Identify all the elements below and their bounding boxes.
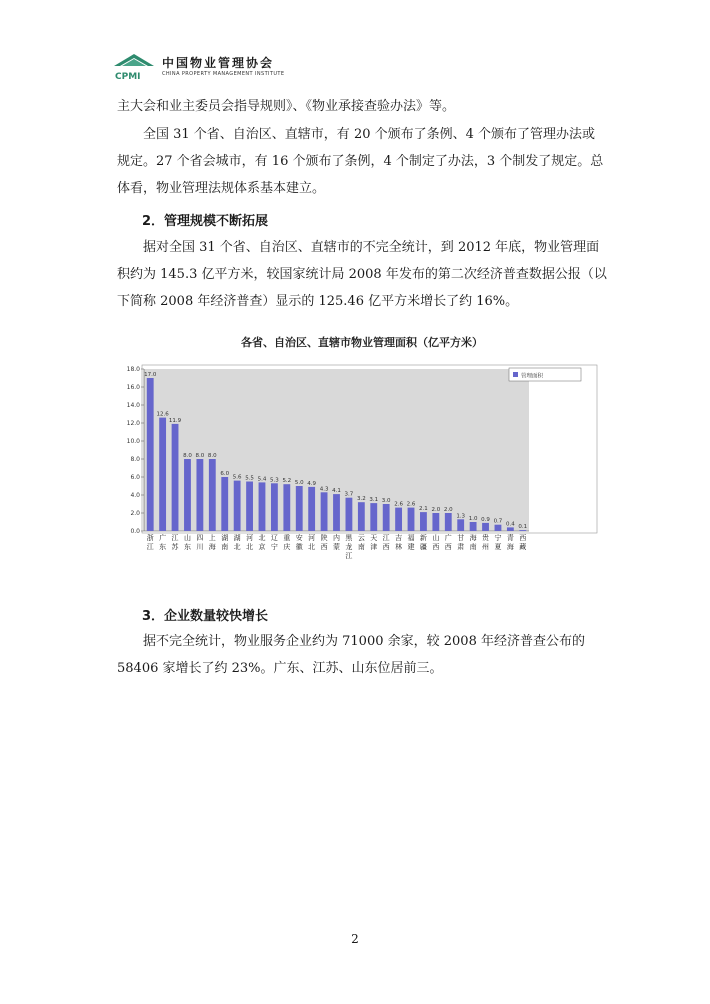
x-tick-label: 福	[407, 534, 415, 542]
x-tick-label: 广	[159, 534, 167, 542]
x-tick-label: 龙	[345, 543, 353, 551]
bar	[482, 523, 489, 531]
x-tick-label: 河	[308, 534, 316, 542]
bar-data-label: 4.9	[307, 480, 317, 487]
bar	[196, 459, 203, 531]
x-tick-label: 山	[432, 534, 440, 542]
bar	[172, 424, 179, 531]
x-tick-label: 南	[357, 543, 365, 551]
y-tick-label: 4.0	[130, 492, 140, 499]
y-tick-label: 12.0	[126, 420, 140, 427]
x-tick-label: 天	[370, 534, 378, 542]
bar-data-label: 3.1	[369, 497, 379, 504]
section-heading-3: 3．企业数量较快增长	[142, 609, 269, 624]
x-tick-label: 海	[506, 543, 514, 551]
bar	[147, 378, 154, 531]
x-tick-label: 河	[246, 534, 254, 542]
bar-data-label: 2.6	[406, 501, 416, 508]
bar-data-label: 2.0	[443, 507, 453, 513]
y-tick-label: 0.0	[130, 528, 140, 535]
bar	[495, 525, 502, 531]
x-tick-label: 津	[370, 543, 378, 551]
x-tick-label: 北	[233, 543, 241, 551]
bar-data-label: 3.7	[344, 491, 354, 498]
section-heading-2: 2．管理规模不断拓展	[142, 214, 269, 229]
bar-data-label: 0.9	[481, 516, 490, 523]
paragraph-2: 全国 31 个省、自治区、直辖市，有 20 个颁布了条例、4 个颁布了管理办法或规定。27 个省会城市，有 16 个颁布了条例，4 个制定了办法，3 个制发了规定。总体看，物业管理法规体系基本建立。	[117, 127, 604, 196]
bar-data-label: 5.4	[257, 476, 267, 483]
x-tick-label: 湖	[233, 534, 241, 542]
x-tick-label: 黑	[345, 534, 353, 542]
bar	[346, 498, 353, 531]
bar-data-label: 2.1	[419, 506, 428, 513]
page-header	[112, 50, 372, 86]
y-tick-label: 18.0	[126, 366, 140, 373]
bar-data-label: 6.0	[220, 471, 230, 477]
x-tick-label: 重	[283, 534, 291, 542]
chart-legend	[509, 368, 581, 381]
bar	[259, 482, 266, 531]
x-tick-label: 北	[308, 543, 316, 551]
y-tick-label: 2.0	[130, 510, 140, 517]
x-tick-label: 四	[196, 534, 204, 542]
bar	[333, 494, 340, 531]
bar-data-label: 0.1	[518, 524, 528, 531]
x-tick-label: 山	[183, 534, 191, 542]
bar-data-label: 3.2	[356, 496, 366, 503]
x-tick-label: 肃	[457, 543, 465, 551]
bar	[159, 418, 166, 531]
bar-data-label: 8.0	[207, 453, 217, 459]
bar	[271, 483, 278, 531]
bar-data-label: 8.0	[195, 453, 205, 459]
x-tick-label: 庆	[283, 543, 291, 551]
legend-swatch	[513, 372, 518, 377]
bar-data-label: 17.0	[144, 372, 157, 378]
x-tick-label: 海	[469, 534, 477, 542]
x-tick-label: 林	[395, 543, 403, 551]
bar	[184, 459, 191, 531]
x-tick-label: 西	[519, 534, 527, 542]
x-tick-label: 东	[159, 543, 167, 551]
x-tick-label: 北	[258, 534, 266, 542]
x-tick-label: 海	[208, 543, 216, 551]
x-tick-label: 江	[171, 534, 179, 542]
x-tick-label: 蒙	[333, 543, 340, 551]
chart-title: 各省、自治区、直辖市物业管理面积（亿平方米）	[241, 336, 483, 349]
bar-data-label: 0.4	[505, 521, 515, 528]
y-tick-label: 10.0	[126, 438, 140, 445]
bar-data-label: 5.5	[245, 475, 254, 482]
x-tick-label: 甘	[457, 534, 465, 542]
x-tick-label: 东	[183, 543, 191, 551]
cpmi-logo-icon	[112, 50, 156, 84]
bar	[308, 487, 315, 531]
plot-layer	[127, 366, 529, 560]
x-tick-label: 藏	[519, 543, 527, 551]
x-tick-label: 西	[320, 543, 328, 551]
x-tick-label: 云	[357, 534, 365, 542]
x-tick-label: 徽	[295, 543, 303, 551]
x-tick-label: 江	[146, 543, 154, 551]
bar-data-label: 8.0	[183, 453, 192, 459]
bar-data-label: 12.6	[156, 411, 169, 418]
x-tick-label: 浙	[146, 534, 154, 542]
y-tick-label: 8.0	[130, 456, 140, 463]
x-tick-label: 新	[419, 534, 427, 542]
bar	[283, 484, 290, 531]
x-tick-label: 江	[345, 552, 353, 560]
bar-data-label: 5.0	[294, 480, 304, 486]
legend-label: 管理面积	[521, 373, 544, 380]
x-tick-label: 疆	[419, 543, 427, 551]
bar	[507, 527, 514, 531]
paragraph-1: 主大会和业主委员会指导规则》、《物业承接查验办法》等。	[117, 99, 456, 114]
y-tick-label: 16.0	[126, 384, 140, 391]
x-tick-label: 西	[444, 543, 452, 551]
bar	[296, 486, 303, 531]
bar	[408, 508, 415, 531]
paragraph-3: 据对全国 31 个省、自治区、直辖市的不完全统计，到 2012 年底，物业管理面积约为 145.3 亿平方米，较国家统计局 2008 年发布的第二次经济普查数据公报（以下简称 2008 年经济普查）显示的 125.46 亿平方米增长了约 16%。	[117, 240, 607, 309]
x-tick-label: 京	[258, 543, 266, 551]
x-tick-label: 西	[432, 543, 440, 551]
bar	[246, 482, 253, 532]
paragraph-4: 据不完全统计，物业服务企业约为 71000 余家，较 2008 年经济普查公布的 58406 家增长了约 23%。广东、江苏、山东位居前三。	[117, 634, 585, 676]
x-tick-label: 内	[333, 534, 340, 542]
bar	[457, 519, 464, 531]
bar	[383, 504, 390, 531]
bar-data-label: 1.0	[468, 516, 478, 522]
x-tick-label: 苏	[171, 543, 179, 551]
x-tick-label: 安	[295, 534, 303, 542]
x-tick-label: 南	[469, 543, 477, 551]
bar	[358, 502, 365, 531]
bar	[432, 513, 439, 531]
bar	[420, 512, 427, 531]
y-tick-label: 6.0	[130, 474, 140, 481]
bar-data-label: 5.6	[232, 474, 242, 481]
x-tick-label: 江	[382, 534, 390, 542]
x-tick-label: 夏	[494, 543, 502, 551]
bar-data-label: 1.3	[456, 513, 466, 520]
org-name-en: CHINA PROPERTY MANAGEMENT INSTITUTE	[162, 71, 285, 77]
x-tick-label: 辽	[270, 534, 278, 542]
x-tick-label: 上	[208, 534, 216, 542]
bar-data-label: 3.0	[381, 498, 391, 504]
bar	[221, 477, 228, 531]
bar	[234, 481, 241, 531]
bar	[470, 522, 477, 531]
bar	[321, 492, 328, 531]
bar-data-label: 2.0	[431, 507, 441, 513]
x-tick-label: 青	[506, 534, 514, 542]
x-tick-label: 贵	[482, 534, 490, 542]
bar-data-label: 5.2	[282, 478, 292, 485]
x-tick-label: 北	[246, 543, 254, 551]
org-name-cn: 中国物业管理协会	[162, 56, 275, 70]
bar	[395, 508, 402, 531]
x-tick-label: 吉	[395, 534, 403, 542]
x-tick-label: 宁	[270, 543, 278, 551]
bar-chart-svg	[112, 357, 602, 577]
page-number: 2	[351, 932, 359, 946]
bar	[519, 530, 526, 531]
x-tick-label: 西	[382, 543, 390, 551]
bar-chart	[112, 357, 602, 577]
x-tick-label: 州	[482, 543, 490, 551]
bar	[370, 503, 377, 531]
bar-data-label: 5.3	[270, 477, 279, 484]
logo-text: CPMI	[115, 72, 141, 82]
x-tick-label: 陕	[320, 534, 328, 542]
x-tick-label: 广	[444, 534, 452, 542]
x-tick-label: 湖	[221, 534, 229, 542]
x-tick-label: 南	[221, 543, 229, 551]
x-tick-label: 建	[407, 543, 415, 551]
bar	[445, 513, 452, 531]
bar-data-label: 2.6	[394, 501, 403, 508]
bar-data-label: 4.3	[319, 486, 329, 493]
bar-data-label: 0.7	[493, 518, 503, 525]
bar	[209, 459, 216, 531]
bar-data-label: 11.9	[168, 417, 182, 424]
bar-data-label: 4.1	[332, 488, 341, 495]
y-tick-label: 14.0	[126, 402, 140, 409]
x-tick-label: 川	[196, 543, 204, 551]
x-tick-label: 宁	[494, 534, 502, 542]
